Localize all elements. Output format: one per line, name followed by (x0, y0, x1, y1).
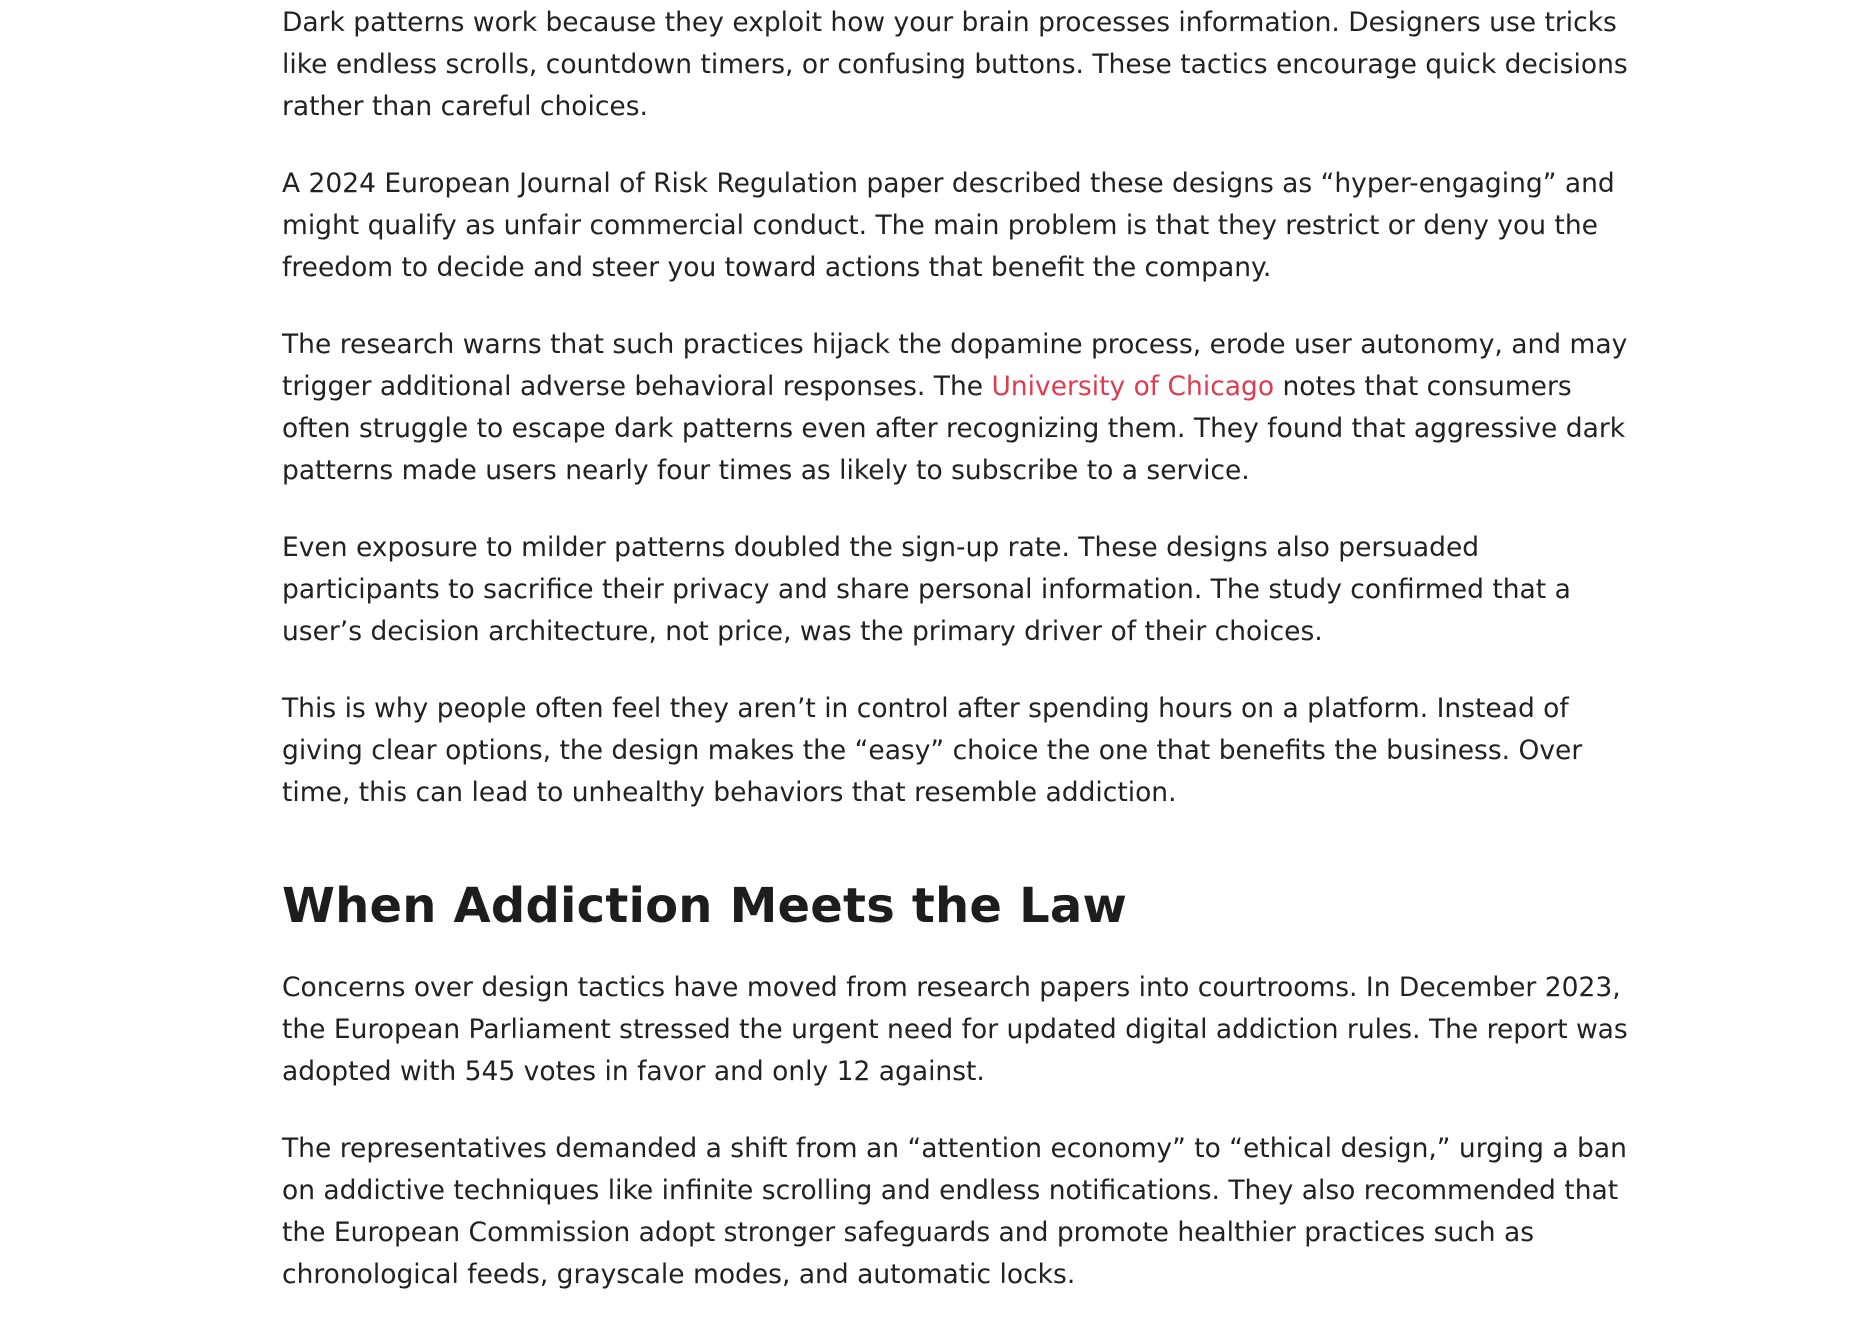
paragraph-european-parliament: Concerns over design tactics have moved from research papers into courtrooms. In December 2023, the European Parliament stressed the urgent need for updated digital addiction rules. The report was adopted with 545 votes in favor and only 12 against. (282, 972, 1628, 1087)
section-heading: When Addiction Meets the Law (282, 878, 1127, 934)
paragraph-text-after-link: notes that consumers often struggle to escape dark patterns even after recognizing them. They found that aggressive dark patterns made users nearly four times as likely to subscribe to a service. (282, 371, 1626, 486)
paragraph-control: This is why people often feel they aren’t in control after spending hours on a platform. Instead of giving clear options, the design makes the “easy” choice the one that benefits the business. Over time, this can lead to unhealthy behaviors that resemble addiction. (282, 693, 1583, 808)
paragraph-milder-patterns: Even exposure to milder patterns doubled the sign-up rate. These designs also persuaded participants to sacrifice their privacy and share personal information. The study confirmed that a user’s decision architecture, not price, was the primary driver of their choices. (282, 532, 1571, 647)
paragraph-dark-patterns-intro: Dark patterns work because they exploit how your brain processes information. Designers use tricks like endless scrolls, countdown timers, or confusing buttons. These tactics encourage quick decisions rather than careful choices. (282, 7, 1628, 122)
paragraph-journal-study: A 2024 European Journal of Risk Regulation paper described these designs as “hyper-engaging” and might qualify as unfair commercial conduct. The main problem is that they restrict or deny you the freedom to decide and steer you toward actions that benefit the company. (282, 168, 1615, 283)
paragraph-text-before-link: The research warns that such practices hijack the dopamine process, erode user autonomy, and may trigger additional adverse behavioral responses. The (282, 329, 1628, 402)
paragraph-dopamine-research (282, 324, 1632, 492)
university-of-chicago-link[interactable]: University of Chicago (991, 371, 1275, 402)
article-body (282, 0, 1632, 1331)
paragraph-ethical-design: The representatives demanded a shift from an “attention economy” to “ethical design,” urging a ban on addictive techniques like infinite scrolling and endless notifications. They also recommended that the European Commission adopt stronger safeguards and promote healthier practices such as chronological feeds, grayscale modes, and automatic locks. (282, 1133, 1627, 1290)
